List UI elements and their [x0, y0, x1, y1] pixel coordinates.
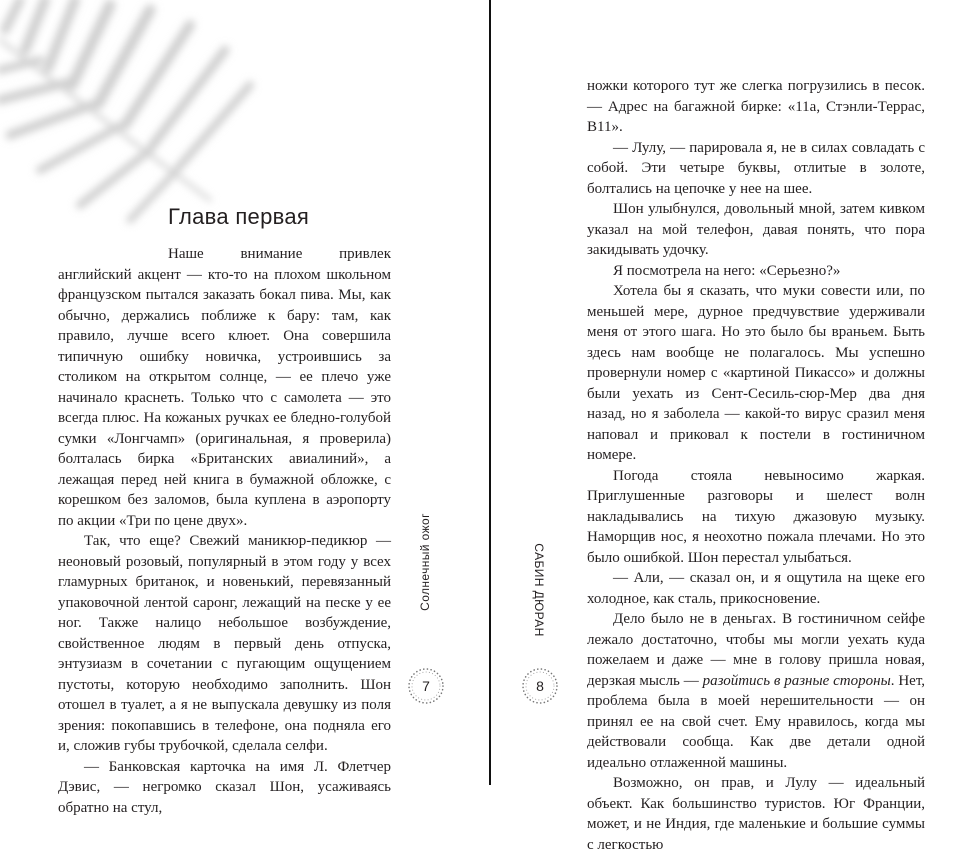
paragraph: Так, что еще? Свежий маникюр-педикюр — неоновый розовый, популярный в этом году у всех гламурных британок, и новенький, перевязанный упаковочной лентой саронг, лежащий на песке у ее ног. Также налицо небольшое возбуждение, свойственное людям в первый день отпуска, энтузиазм в сочетании с пугающим ощущением пустоты, которую необходимо заполнить. Шон отошел в туалет, а я не выпускала девушку из поля зрения: покопавшись в телефоне, она подняла его и, сложив губы трубочкой, сделала селфи.	[58, 533, 391, 754]
paragraph: Я посмотрела на него: «Серьезно?»	[613, 262, 841, 279]
text-run: Дело было не в деньгах. В гостиничном сейфе лежало достаточно, чтобы мы могли уехать куда пожелаем и даже — мне в голову пришла новая, дерзкая мысль —	[587, 611, 925, 689]
paragraph: Шон улыбнулся, довольный мной, затем кивком указал на мой телефон, давая понять, что пора закидывать удочку.	[587, 201, 925, 258]
paragraph: — Банковская карточка на имя Л. Флетчер Дэвис, — негромко сказал Шон, усаживаясь обратно на стул,	[58, 758, 391, 816]
page-number: 7	[422, 678, 430, 694]
page-number-badge	[407, 667, 445, 705]
chapter-title: Глава первая	[168, 204, 310, 229]
paragraph: Хотела бы я сказать, что муки совести или, по меньшей мере, дурное предчувствие удерживали меня от этого шага. Но это было бы враньем. Быть здесь нам вообще не полагалось. Мы успешно провернули номер с «картиной Пикассо» и должны были уехать из Сент-Сесиль-сюр-Мер два дня назад, но я заболела — какой-то вирус сразил меня наповал и приковал к постели в гостиничном номере.	[587, 283, 925, 463]
left-page	[0, 0, 489, 816]
page-number: 8	[536, 678, 544, 694]
paragraph: — Лулу, — парировала я, не в силах совладать с собой. Эти четыре буквы, отлитые в золоте, болтались на цепочке у нее на шее.	[587, 139, 925, 197]
paragraph: Погода стояла невыносимо жаркая. Приглушенные разговоры и шелест волн накладывались на тихую джазовую музыку. Наморщив нос, я неохотно пожала плечами. Но это было ошибкой. Шон перестал улыбаться.	[587, 467, 925, 566]
right-page	[491, 0, 979, 853]
text-run: . Нет, проблема была в моей нерешительности — он принял ее на свой счет. Ему нравилось, когда мы действовали сообща. Как две детали одной идеально отлаженной машины.	[587, 672, 925, 771]
paragraph	[587, 609, 925, 773]
paragraph: Возможно, он прав, и Лулу — идеальный объект. Как большинство туристов. Юг Франции, может, и не Индия, где маленькие и большие суммы с легкостью	[587, 775, 925, 853]
running-head-book-title: Солнечный ожог	[418, 513, 432, 611]
continued-paragraph: ножки которого тут же слегка погрузились в песок. — Адрес на багажной бирке: «11а, Стэнли-Террас, В11».	[587, 78, 925, 135]
paragraph: — Али, — сказал он, и я ощутила на щеке его холодное, как сталь, прикосновение.	[587, 570, 925, 607]
page-number-badge	[521, 667, 559, 705]
right-body-text	[587, 76, 925, 855]
paragraph: Наше внимание привлек английский акцент — кто-то на плохом школьном французском пытался заказать бокал пива. Мы, как обычно, держались поближе к бару: там, как правило, лучше всего клюет. Она совершила типичную ошибку новичка, устроившись за столиком на открытом солнце, — ее плечо уже начинало краснеть. Только что с самолета — это всегда плюс. На кожаных ручках ее бледно-голубой сумки «Лонгчамп» (оригинальная, я проверила) болталась бирка «Британских авиалиний», а лежащая перед ней книга в бумажной обложке, с корешком без заломов, была куплена в аэропорту по акции «Три по цене двух».	[58, 246, 391, 529]
palm-leaf-shadow	[0, 0, 260, 220]
italic-emphasis: разойтись в разные стороны	[702, 672, 891, 689]
running-head-author: САБИН ДЮРАН	[532, 543, 546, 637]
left-body-text	[58, 244, 391, 818]
